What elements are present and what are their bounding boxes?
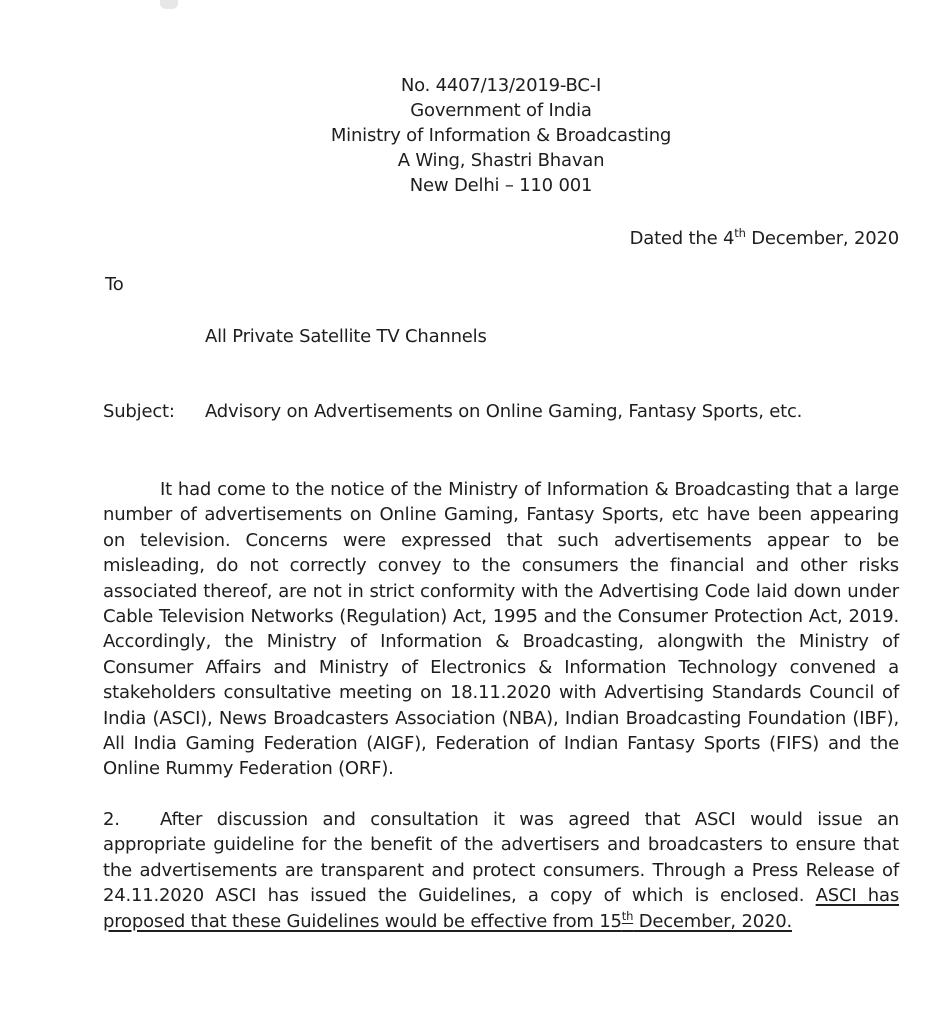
subject-label: Subject: (103, 401, 175, 422)
effective-date-superscript: th (621, 908, 634, 923)
address-line-2: New Delhi – 110 001 (409, 175, 593, 196)
org-name: Government of India (410, 100, 592, 121)
paragraph-2 (103, 807, 899, 934)
date-line (103, 226, 899, 252)
letterhead (103, 73, 899, 198)
letter-content (103, 73, 899, 934)
reference-number: No. 4407/13/2019-BC-I (400, 75, 602, 96)
salutation-to: To (105, 274, 124, 295)
paragraph-1: It had come to the notice of the Ministry of Information & Broadcasting that a large number of advertisements on Online Gaming, Fantasy Sports, etc have been appearing on television. Concerns were expressed that such advertisements appear to be misleading, do not correctly convey to the consumers the financial and other risks associated thereof, are not in strict conformity with the Advertising Code laid down under Cable Television Networks (Regulation) Act, 1995 and the Consumer Protection Act, 2019. Accordingly, the Ministry of Information & Broadcasting, alongwith the Ministry of Consumer Affairs and Ministry of Electronics & Information Technology convened a stakeholders consultative meeting on 18.11.2020 with Advertising Standards Council of India (ASCI), News Broadcasters Association (NBA), Indian Broadcasting Foundation (IBF), All India Gaming Federation (AIGF), Federation of Indian Fantasy Sports (FIFS) and the Online Rummy Federation (ORF). (103, 479, 899, 780)
scan-artifact (160, 0, 178, 9)
underlined-text-suffix: December, 2020. (633, 910, 793, 932)
paragraph-2-number: 2. (103, 808, 120, 830)
subject-text: Advisory on Advertisements on Online Gaming, Fantasy Sports, etc. (205, 401, 803, 422)
date-text: Dated the 4 (629, 228, 735, 249)
addressee: All Private Satellite TV Channels (205, 326, 487, 347)
ministry-name: Ministry of Information & Broadcasting (330, 125, 672, 146)
underlined-text: ASCI has proposed that these Guidelines would be effective from 15 (103, 885, 899, 932)
paragraph-2-text: After discussion and consultation it was agreed that ASCI would issue an appropriate guideline for the benefit of the advertisers and broadcasters to ensure that the advertisements are transparent and protect consumers. Through a Press Release of 24.11.2020 ASCI has issued the Guidelines, a copy of which is enclosed. (103, 808, 899, 907)
address-line-1: A Wing, Shastri Bhavan (397, 150, 605, 171)
date-text-suffix: December, 2020 (745, 228, 899, 249)
date-superscript: th (734, 226, 746, 240)
subject-line (103, 399, 899, 424)
